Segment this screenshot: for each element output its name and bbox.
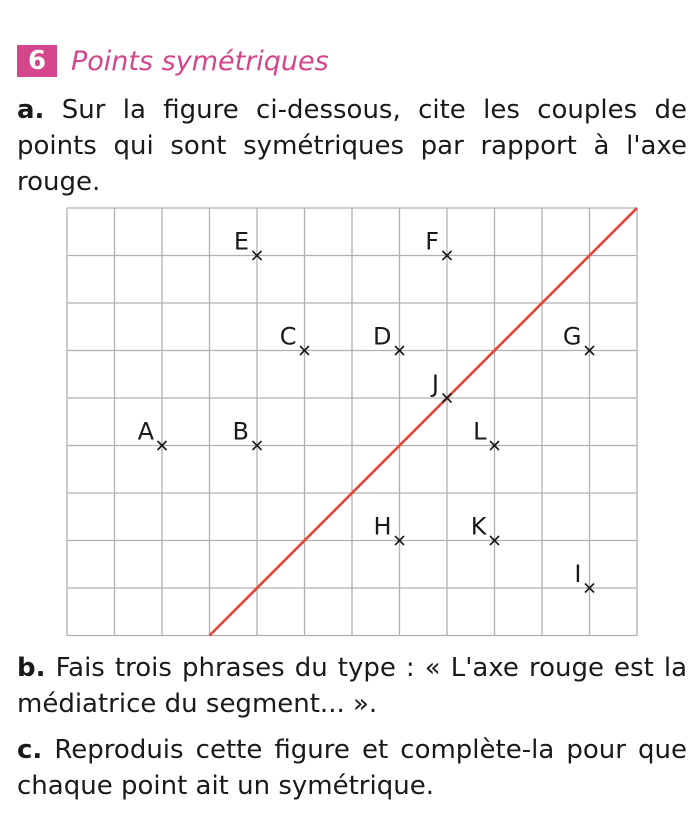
point-label: J bbox=[431, 370, 439, 398]
point-label: A bbox=[137, 417, 154, 446]
point-label: K bbox=[470, 512, 487, 541]
exercise-number-badge: 6 bbox=[17, 45, 57, 77]
question-b bbox=[17, 650, 687, 722]
point-label: H bbox=[373, 512, 392, 541]
question-c-text: Reproduis cette figure et complète-la pour que chaque point ait un symétrique. bbox=[17, 735, 687, 801]
question-b-text: Fais trois phrases du type : « L'axe rouge est la médiatrice du segment... ». bbox=[17, 653, 687, 719]
exercise-title: Points symétriques bbox=[71, 45, 329, 77]
question-c bbox=[17, 732, 687, 804]
point-label: E bbox=[233, 227, 249, 256]
question-a-letter: a. bbox=[17, 95, 45, 125]
red-symmetry-axis bbox=[210, 208, 638, 636]
point-label: D bbox=[373, 322, 392, 351]
question-c-letter: c. bbox=[17, 735, 43, 765]
point-label: C bbox=[279, 322, 297, 351]
point-label: B bbox=[232, 417, 249, 446]
point-label: L bbox=[473, 417, 487, 446]
question-b-letter: b. bbox=[17, 653, 46, 683]
point-label: I bbox=[574, 560, 582, 588]
question-a-text: Sur la figure ci-dessous, cite les couples de points qui sont symétriques par rapport à l'axe rouge. bbox=[17, 95, 687, 197]
points-layer bbox=[138, 228, 594, 593]
point-label: G bbox=[562, 322, 582, 351]
point-label: F bbox=[425, 227, 439, 256]
